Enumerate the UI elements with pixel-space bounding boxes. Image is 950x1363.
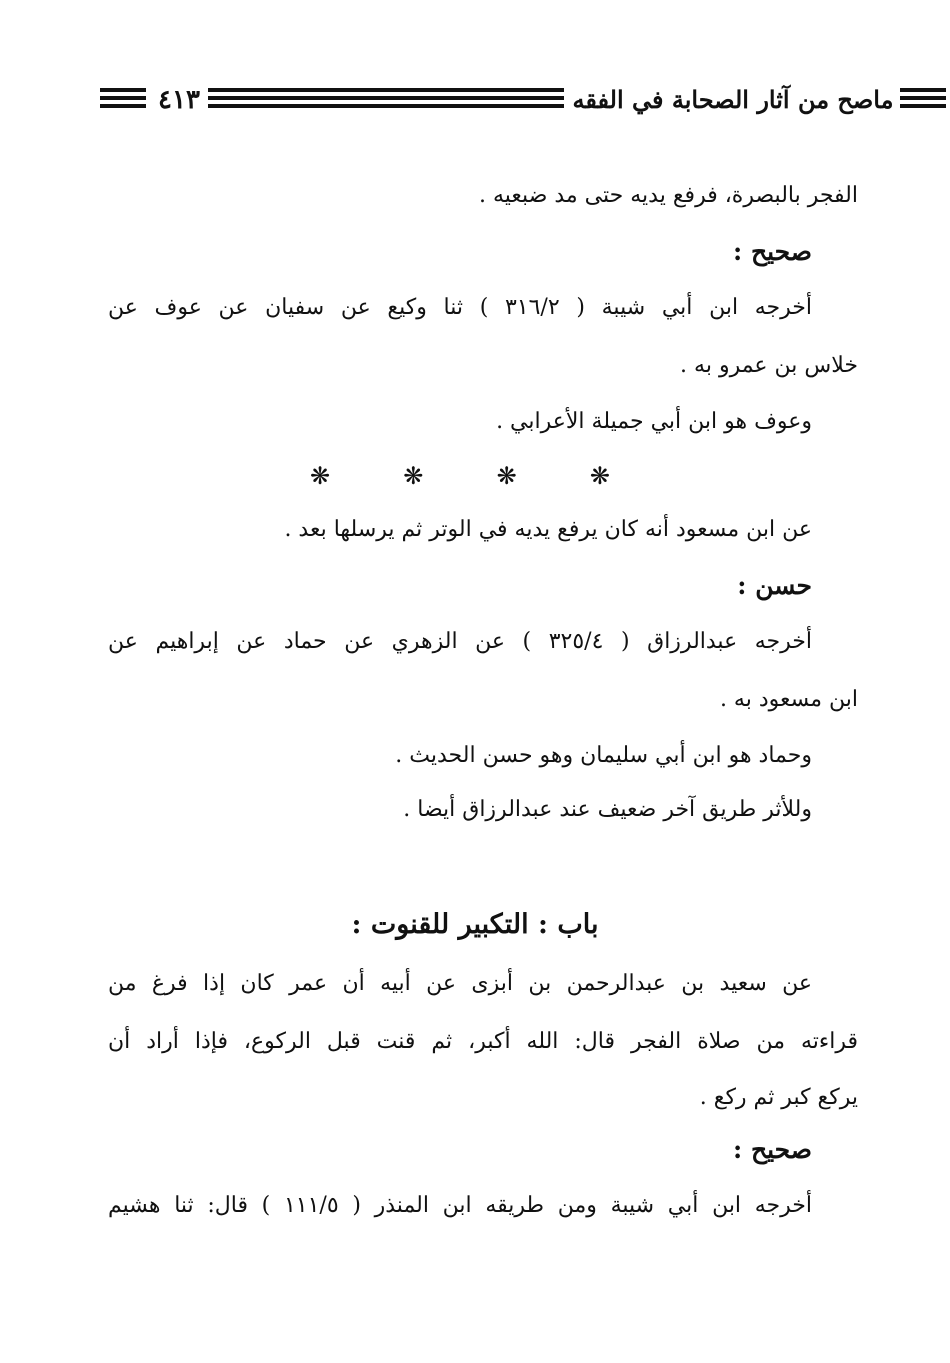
star-ornament-icon: ❋	[309, 462, 331, 490]
running-header	[100, 80, 894, 120]
text-line: أخرجه ابن أبي شيبة ومن طريقه ابن المنذر ( ١١١/٥ ) قال: ثنا هشيم	[108, 1193, 812, 1218]
text-line: يركع كبر ثم ركع .	[699, 1085, 858, 1110]
text-line: عن ابن مسعود أنه كان يرفع يديه في الوتر ثم يرسلها بعد .	[284, 517, 812, 542]
grade-heading: صحيح :	[733, 1135, 812, 1164]
text-line: وللأثر طريق آخر ضعيف عند عبدالرزاق أيضا .	[403, 797, 812, 822]
text-line: أخرجه ابن أبي شيبة ( ٣١٦/٢ ) ثنا وكيع عن سفيان عن عوف عن	[108, 295, 812, 320]
text-line: الفجر بالبصرة، فرفع يديه حتى مد ضبعيه .	[479, 183, 858, 208]
chapter-heading: باب : التكبير للقنوت :	[351, 909, 599, 940]
star-ornament-icon: ❋	[403, 462, 424, 490]
text-line: قراءته من صلاة الفجر قال: الله أكبر، ثم قنت قبل الركوع، فإذا أراد أن	[108, 1029, 858, 1054]
star-ornament-icon: ❋	[589, 462, 611, 490]
section-separator	[300, 456, 620, 496]
star-ornament-icon: ❋	[496, 462, 517, 490]
header-rule-left	[100, 88, 146, 112]
page-number: ٤١٣	[158, 85, 200, 115]
text-line: خلاس بن عمرو به .	[680, 353, 858, 378]
text-line: أخرجه عبدالرزاق ( ٣٢٥/٤ ) عن الزهري عن حماد عن إبراهيم عن	[108, 629, 813, 654]
text-line: ابن مسعود به .	[719, 687, 858, 712]
grade-heading: صحيح :	[733, 237, 812, 266]
text-line: وحماد هو ابن أبي سليمان وهو حسن الحديث .	[395, 743, 812, 768]
text-line: وعوف هو ابن أبي جميلة الأعرابي .	[496, 409, 812, 434]
text-line: عن سعيد بن عبدالرحمن بن أبزى عن أبيه أن عمر كان إذا فرغ من	[108, 971, 812, 996]
header-rule-right	[900, 88, 946, 112]
book-title: ماصح من آثار الصحابة في الفقه	[572, 85, 894, 114]
header-rule-middle	[208, 88, 564, 112]
grade-heading: حسن :	[737, 571, 812, 600]
